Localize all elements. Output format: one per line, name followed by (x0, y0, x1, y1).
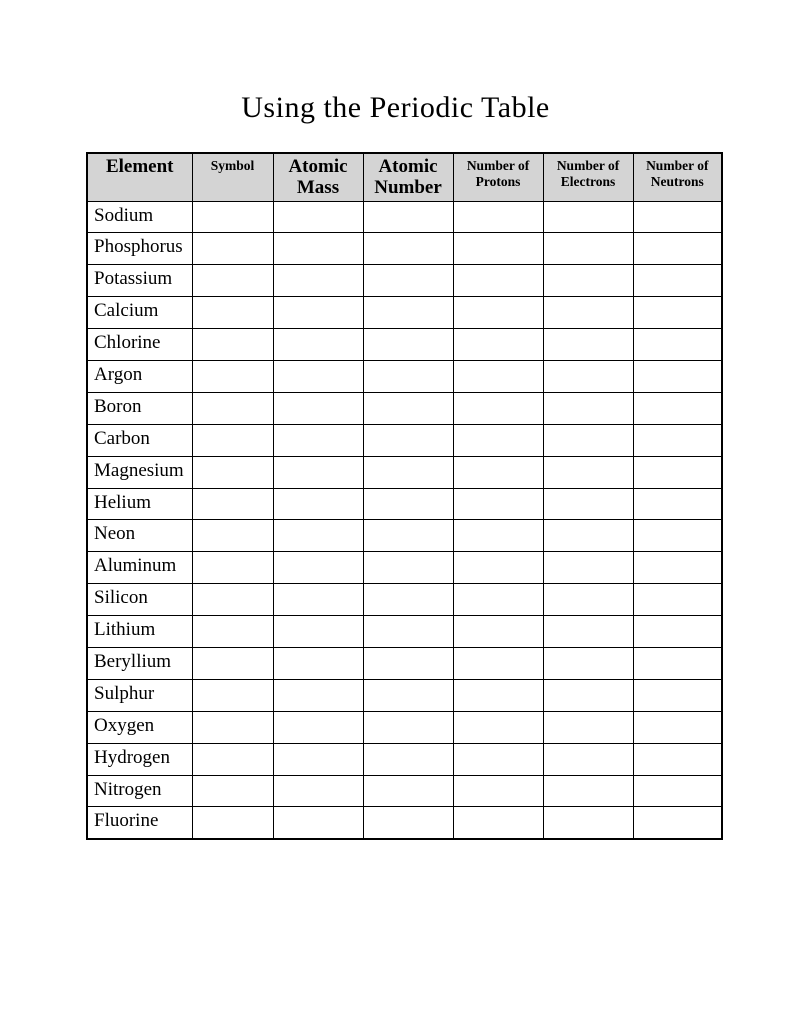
element-name-cell: Boron (87, 392, 192, 424)
table-row (87, 743, 722, 775)
protons-cell (453, 265, 543, 297)
atomic-mass-cell (273, 711, 363, 743)
atomic-mass-cell (273, 679, 363, 711)
element-name-cell: Helium (87, 488, 192, 520)
electrons-cell (543, 616, 633, 648)
atomic-number-cell (363, 520, 453, 552)
atomic-number-cell (363, 488, 453, 520)
electrons-cell (543, 297, 633, 329)
atomic-number-cell (363, 679, 453, 711)
symbol-cell (192, 201, 273, 233)
table-row (87, 679, 722, 711)
symbol-cell (192, 424, 273, 456)
protons-cell (453, 360, 543, 392)
atomic-mass-cell (273, 360, 363, 392)
protons-cell (453, 520, 543, 552)
electrons-cell (543, 552, 633, 584)
neutrons-cell (633, 775, 722, 807)
atomic-number-cell (363, 807, 453, 839)
col-header-atomic-number: Atomic Number (363, 153, 453, 201)
electrons-cell (543, 488, 633, 520)
element-name-cell: Carbon (87, 424, 192, 456)
electrons-cell (543, 807, 633, 839)
symbol-cell (192, 584, 273, 616)
symbol-cell (192, 329, 273, 361)
atomic-mass-cell (273, 392, 363, 424)
protons-cell (453, 648, 543, 680)
electrons-cell (543, 233, 633, 265)
col-header-symbol: Symbol (192, 153, 273, 201)
electrons-cell (543, 456, 633, 488)
neutrons-cell (633, 488, 722, 520)
protons-cell (453, 552, 543, 584)
atomic-mass-cell (273, 297, 363, 329)
neutrons-cell (633, 648, 722, 680)
element-name-cell: Oxygen (87, 711, 192, 743)
atomic-mass-cell (273, 233, 363, 265)
atomic-number-cell (363, 616, 453, 648)
symbol-cell (192, 488, 273, 520)
atomic-number-cell (363, 648, 453, 680)
protons-cell (453, 456, 543, 488)
neutrons-cell (633, 679, 722, 711)
element-name-cell: Nitrogen (87, 775, 192, 807)
element-name-cell: Silicon (87, 584, 192, 616)
table-row (87, 233, 722, 265)
protons-cell (453, 233, 543, 265)
table-row (87, 201, 722, 233)
element-name-cell: Sodium (87, 201, 192, 233)
atomic-number-cell (363, 743, 453, 775)
neutrons-cell (633, 297, 722, 329)
table-row (87, 648, 722, 680)
electrons-cell (543, 679, 633, 711)
protons-cell (453, 297, 543, 329)
col-header-num-protons: Number of Protons (453, 153, 543, 201)
atomic-number-cell (363, 329, 453, 361)
atomic-mass-cell (273, 616, 363, 648)
neutrons-cell (633, 329, 722, 361)
table-row (87, 520, 722, 552)
atomic-number-cell (363, 711, 453, 743)
element-name-cell: Aluminum (87, 552, 192, 584)
col-header-atomic-mass: Atomic Mass (273, 153, 363, 201)
table-row (87, 360, 722, 392)
symbol-cell (192, 711, 273, 743)
neutrons-cell (633, 743, 722, 775)
electrons-cell (543, 329, 633, 361)
atomic-number-cell (363, 297, 453, 329)
element-name-cell: Lithium (87, 616, 192, 648)
atomic-mass-cell (273, 552, 363, 584)
electrons-cell (543, 265, 633, 297)
page-title: Using the Periodic Table (241, 91, 550, 124)
col-header-element: Element (87, 153, 192, 201)
symbol-cell (192, 616, 273, 648)
protons-cell (453, 711, 543, 743)
symbol-cell (192, 743, 273, 775)
protons-cell (453, 807, 543, 839)
protons-cell (453, 201, 543, 233)
symbol-cell (192, 392, 273, 424)
element-name-cell: Phosphorus (87, 233, 192, 265)
elements-table (86, 152, 723, 840)
atomic-mass-cell (273, 456, 363, 488)
symbol-cell (192, 297, 273, 329)
atomic-number-cell (363, 201, 453, 233)
table-row (87, 329, 722, 361)
element-name-cell: Hydrogen (87, 743, 192, 775)
symbol-cell (192, 233, 273, 265)
symbol-cell (192, 520, 273, 552)
atomic-mass-cell (273, 265, 363, 297)
atomic-number-cell (363, 233, 453, 265)
symbol-cell (192, 265, 273, 297)
table-row (87, 807, 722, 839)
neutrons-cell (633, 201, 722, 233)
table-row (87, 711, 722, 743)
element-name-cell: Calcium (87, 297, 192, 329)
neutrons-cell (633, 392, 722, 424)
atomic-mass-cell (273, 648, 363, 680)
symbol-cell (192, 552, 273, 584)
table-row (87, 552, 722, 584)
table-row (87, 265, 722, 297)
table-row (87, 297, 722, 329)
table-row (87, 616, 722, 648)
electrons-cell (543, 392, 633, 424)
atomic-number-cell (363, 392, 453, 424)
atomic-number-cell (363, 360, 453, 392)
table-row (87, 456, 722, 488)
atomic-mass-cell (273, 424, 363, 456)
atomic-number-cell (363, 456, 453, 488)
atomic-mass-cell (273, 201, 363, 233)
col-header-num-neutrons: Number of Neutrons (633, 153, 722, 201)
element-name-cell: Neon (87, 520, 192, 552)
protons-cell (453, 616, 543, 648)
element-name-cell: Chlorine (87, 329, 192, 361)
atomic-number-cell (363, 265, 453, 297)
electrons-cell (543, 360, 633, 392)
table-row (87, 424, 722, 456)
element-name-cell: Potassium (87, 265, 192, 297)
table-row (87, 392, 722, 424)
element-name-cell: Magnesium (87, 456, 192, 488)
atomic-mass-cell (273, 520, 363, 552)
element-name-cell: Fluorine (87, 807, 192, 839)
atomic-mass-cell (273, 743, 363, 775)
electrons-cell (543, 584, 633, 616)
element-name-cell: Sulphur (87, 679, 192, 711)
symbol-cell (192, 456, 273, 488)
atomic-number-cell (363, 584, 453, 616)
neutrons-cell (633, 616, 722, 648)
symbol-cell (192, 360, 273, 392)
atomic-mass-cell (273, 775, 363, 807)
element-name-cell: Argon (87, 360, 192, 392)
electrons-cell (543, 711, 633, 743)
atomic-mass-cell (273, 584, 363, 616)
neutrons-cell (633, 584, 722, 616)
atomic-mass-cell (273, 807, 363, 839)
symbol-cell (192, 679, 273, 711)
table-row (87, 488, 722, 520)
atomic-number-cell (363, 424, 453, 456)
neutrons-cell (633, 711, 722, 743)
protons-cell (453, 679, 543, 711)
symbol-cell (192, 648, 273, 680)
protons-cell (453, 775, 543, 807)
neutrons-cell (633, 807, 722, 839)
electrons-cell (543, 775, 633, 807)
protons-cell (453, 392, 543, 424)
protons-cell (453, 424, 543, 456)
atomic-number-cell (363, 775, 453, 807)
table-row (87, 584, 722, 616)
protons-cell (453, 743, 543, 775)
symbol-cell (192, 807, 273, 839)
atomic-mass-cell (273, 329, 363, 361)
neutrons-cell (633, 233, 722, 265)
protons-cell (453, 584, 543, 616)
electrons-cell (543, 201, 633, 233)
neutrons-cell (633, 552, 722, 584)
neutrons-cell (633, 520, 722, 552)
table-body (87, 201, 722, 839)
electrons-cell (543, 743, 633, 775)
atomic-mass-cell (273, 488, 363, 520)
neutrons-cell (633, 360, 722, 392)
protons-cell (453, 329, 543, 361)
col-header-num-electrons: Number of Electrons (543, 153, 633, 201)
symbol-cell (192, 775, 273, 807)
electrons-cell (543, 520, 633, 552)
electrons-cell (543, 648, 633, 680)
table-row (87, 775, 722, 807)
neutrons-cell (633, 265, 722, 297)
protons-cell (453, 488, 543, 520)
neutrons-cell (633, 424, 722, 456)
element-name-cell: Beryllium (87, 648, 192, 680)
atomic-number-cell (363, 552, 453, 584)
neutrons-cell (633, 456, 722, 488)
header-row (87, 153, 722, 201)
electrons-cell (543, 424, 633, 456)
